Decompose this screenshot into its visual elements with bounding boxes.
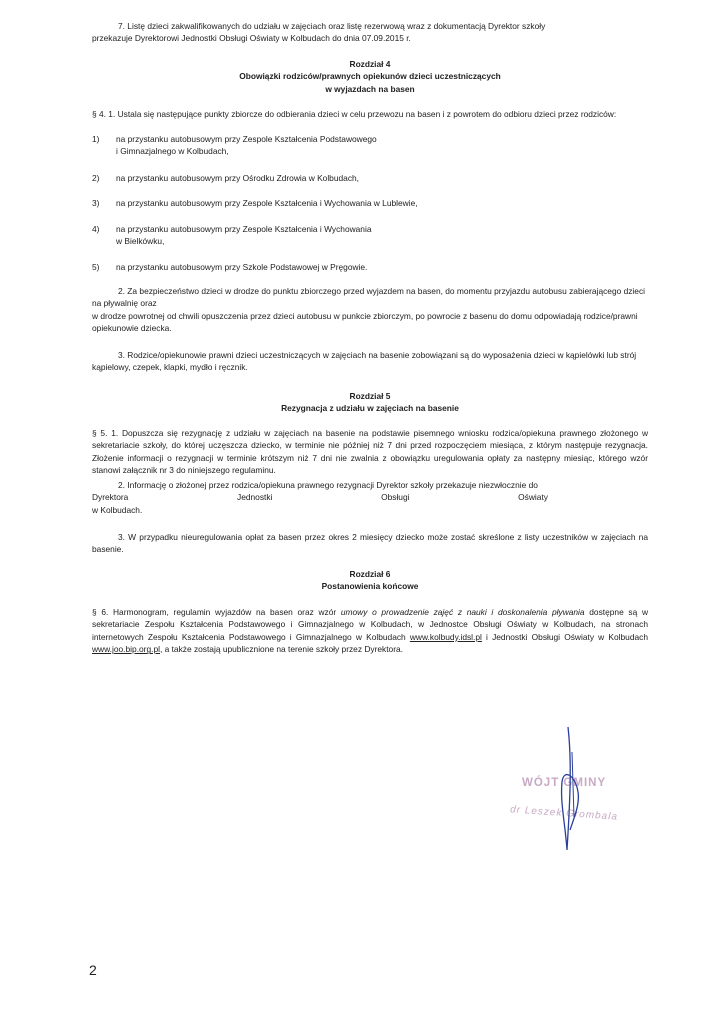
section-5-1: § 5. 1. Dopuszcza się rezygnację z udziału w zajęciach na basenie na podstawie pisemnego wniosku rodzica/opiekuna prawnego złożonego w sekretariacie szkoły, do której uczęszcza dziecko, w terminie nie później niż 7 dni przed rozpoczęciem miesiąca, z którym następuje rezygnacja. Złożenie informacji o rezygnacji w terminie krótszym niż 7 dni nie zwalnia z obowiązku uregulowania opłaty za następny miesiąc, którego wzór stanowi załącznik nr 3 do niniejszego regulaminu. — [92, 428, 648, 476]
chapter-6-header — [92, 568, 648, 593]
chapter-5-heading: Rozdział 5 — [349, 391, 391, 401]
section-6-text-c: i Jednostki Obsługi Oświaty w Kolbudach — [481, 631, 648, 642]
stop-number: 5) — [92, 262, 100, 272]
stop-line1: na przystanku autobusowym przy Zespole Kształcenia i Wychowania w Lublewie, — [116, 198, 418, 208]
chapter-4-title-line2: w wyjazdach na basen — [325, 83, 415, 94]
word: Oświaty — [518, 492, 548, 503]
chapter-6-title: Postanowienia końcowe — [321, 581, 419, 592]
chapter-5-title: Rezygnacja z udziału w zajęciach na basenie — [281, 403, 459, 414]
word: Jednostki — [237, 492, 273, 503]
section-4-2-part1: 2. Za bezpieczeństwo dzieci w drodze do punktu zbiorczego przed wyjazdem na basen, do momentu przyjazdu autobusu zabierającego dzieci na pływalnię oraz — [92, 286, 645, 309]
stop-item — [92, 133, 648, 158]
stop-item — [92, 197, 648, 209]
section-6 — [92, 606, 648, 656]
section-6-text-d: , a także zostają upublicznione na terenie szkoły przez Dyrektora. — [159, 644, 403, 655]
section-6-italic: umowy o prowadzenie zajęć z nauki i doskonalenia pływania — [340, 607, 585, 617]
stop-number: 1) — [92, 134, 100, 144]
section-5-3: 3. W przypadku nieuregulowania opłat za basen przez okres 2 miesięcy dziecko może zostać skreślone z listy uczestników w zajęciach na basenie. — [92, 532, 648, 555]
section-4-2 — [92, 285, 648, 335]
chapter-6-heading: Rozdział 6 — [349, 569, 391, 579]
paragraph-7-line2: przekazuje Dyrektorowi Jednostki Obsługi Oświaty w Kolbudach do dnia 07.09.2015 r. — [92, 33, 411, 44]
stop-line2: w Bielkówku, — [116, 236, 165, 247]
section-5-2-line3: w Kolbudach. — [92, 504, 143, 515]
section-6-text-a: § 6. Harmonogram, regulamin wyjazdów na basen oraz wzór — [92, 607, 341, 617]
chapter-4-title-line1: Obowiązki rodziców/prawnych opiekunów dzieci uczestniczących — [239, 71, 501, 82]
stop-line1: na przystanku autobusowym przy Zespole Kształcenia i Wychowania — [116, 224, 372, 234]
stop-line1: na przystanku autobusowym przy Ośrodku Zdrowia w Kolbudach, — [116, 173, 359, 183]
stop-item — [92, 223, 648, 248]
word: Obsługi — [381, 492, 410, 503]
chapter-4-header — [92, 58, 648, 95]
section-5-2-line2 — [92, 491, 548, 503]
chapter-5-header — [92, 390, 648, 415]
section-5-2-line1: 2. Informację o złożonej przez rodzica/opiekuna prawnego rezygnacji Dyrektor szkoły przekazuje niezwłocznie do — [118, 480, 538, 490]
stop-number: 3) — [92, 198, 100, 208]
link-kolbudy[interactable]: www.kolbudy.idsl.pl — [409, 631, 482, 642]
stop-line1: na przystanku autobusowym przy Zespole Kształcenia Podstawowego — [116, 134, 377, 144]
stamp-title: WÓJT GMINY — [522, 777, 607, 789]
stop-line1: na przystanku autobusowym przy Szkole Podstawowej w Pręgowie. — [116, 262, 368, 272]
word: Dyrektora — [92, 492, 129, 503]
link-joo[interactable]: www.joo.bip.org.pl — [92, 644, 160, 655]
section-4-2-part2: w drodze powrotnej od chwili opuszczenia przez dzieci autobusu w punkcie zbiorczym, po powrocie z basenu do domu odpowiadają rodzice/prawni opiekunowie dziecka. — [92, 310, 638, 334]
section-6-text-b: dostępne są w sekretariacie Zespołu Kształcenia Podstawowego i Gimnazjalnego w Kolbudach, w Jednostce Obsługi Oświaty w Kolbudach, na stronach internetowych Zespołu Kształcenia Podstawowego i Gimnazjalnego w Kolbudach — [92, 607, 649, 642]
stop-item — [92, 261, 648, 273]
paragraph-7 — [92, 20, 648, 45]
signature-mark — [548, 722, 598, 862]
stamp-name: dr Leszek Grombala — [509, 804, 619, 823]
paragraph-7-line1: 7. Listę dzieci zakwalifikowanych do udziału w zajęciach oraz listę rezerwową wraz z dokumentacją Dyrektor szkoły — [118, 21, 546, 31]
section-4-1: § 4. 1. Ustala się następujące punkty zbiorcze do odbierania dzieci w celu przewozu na basen i z powrotem do odbioru dzieci przez rodziców: — [92, 109, 617, 119]
chapter-4-heading: Rozdział 4 — [349, 59, 391, 69]
stop-number: 4) — [92, 224, 100, 234]
stop-number: 2) — [92, 173, 100, 183]
stop-line2: i Gimnazjalnego w Kolbudach, — [116, 146, 229, 157]
section-5-2 — [92, 479, 648, 516]
section-4-3: 3. Rodzice/opiekunowie prawni dzieci uczestniczących w zajęciach na basenie zobowiązani są do wyposażenia dzieci w kąpielówki lub strój kąpielowy, czepek, klapki, mydło i ręcznik. — [92, 350, 637, 373]
page-number: 2 — [89, 962, 97, 978]
stop-item — [92, 172, 648, 184]
